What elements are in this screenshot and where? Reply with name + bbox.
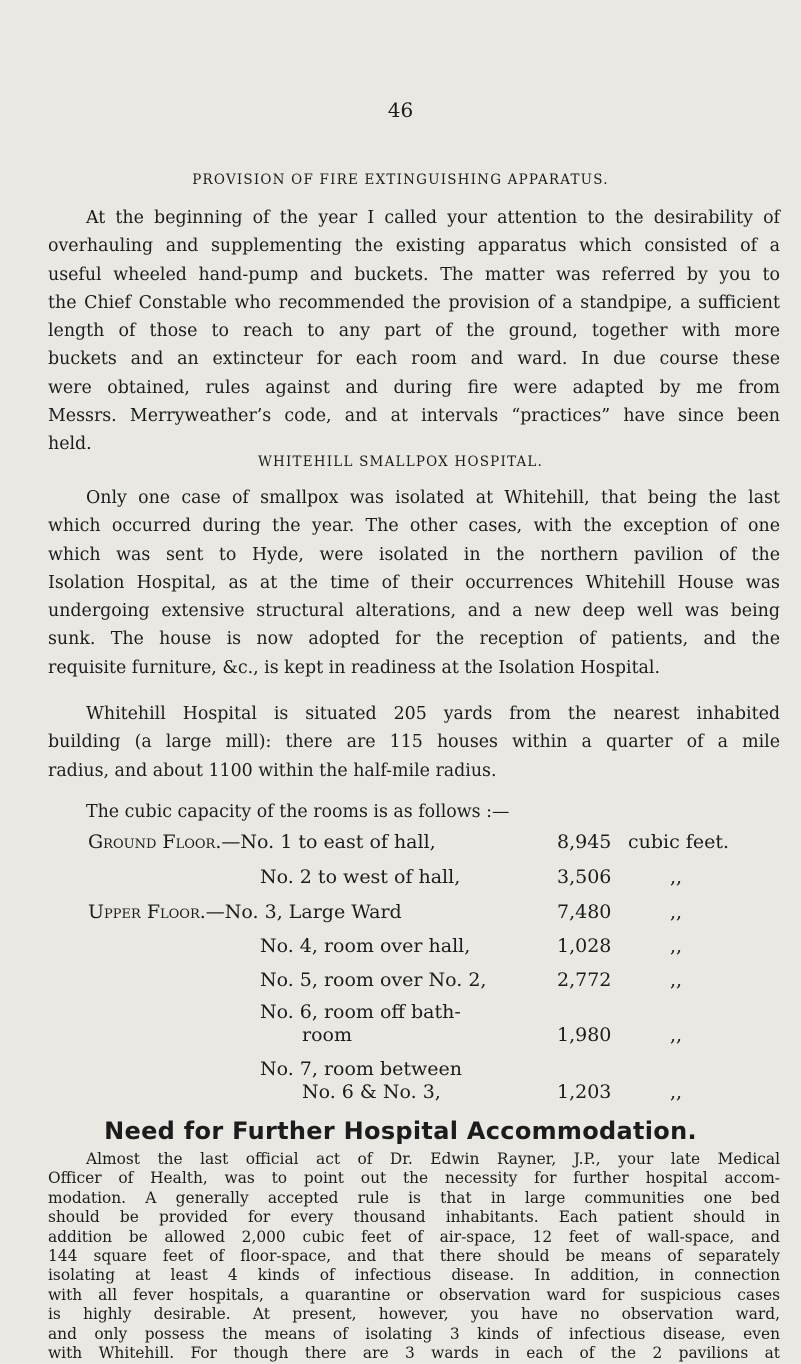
text-line: length of those to reach to any part of the ground, together with more xyxy=(48,321,780,342)
upper-floor-label: Upper Floor. xyxy=(88,901,206,923)
row-desc: No. 5, room over No. 2, xyxy=(260,969,487,991)
row-value: 3,506 xyxy=(557,866,612,888)
section-heading-whitehill: WHITEHILL SMALLPOX HOSPITAL. xyxy=(257,454,544,470)
text-line: Isolation Hospital, as at the time of their occurrences Whitehill House was xyxy=(48,572,780,593)
text-line: Officer of Health, was to point out the necessity for further hospital accom- xyxy=(48,1169,780,1188)
row-value: 1,028 xyxy=(557,935,612,957)
text-line: Almost the last official act of Dr. Edwin Rayner, J.P., your late Medical xyxy=(86,1150,780,1168)
row-desc: —No. 3, Large Ward xyxy=(205,901,402,923)
row-value: 1,980 xyxy=(557,1024,612,1046)
table-row xyxy=(88,901,402,923)
paragraph-whitehill-1 xyxy=(48,484,780,682)
section-heading-hospital-accommodation: Need for Further Hospital Accommodation. xyxy=(104,1117,697,1145)
paragraph-fire-apparatus xyxy=(48,204,780,459)
row-desc: No. 2 to west of hall, xyxy=(260,866,461,888)
text-line: buckets and an extincteur for each room and ward. In due course these xyxy=(48,349,780,370)
text-line: 144 square feet of floor-space, and that there should be means of separately xyxy=(48,1247,780,1266)
text-line: useful wheeled hand-pump and buckets. The matter was referred by you to xyxy=(48,264,780,285)
section-heading-fire-apparatus: PROVISION OF FIRE EXTINGUISHING APPARATUS. xyxy=(192,172,609,188)
row-unit: cubic feet. xyxy=(628,831,729,853)
row-unit: ,, xyxy=(670,901,683,923)
row-desc-continued: No. 6 & No. 3, xyxy=(302,1081,441,1103)
text-line: modation. A generally accepted rule is that in large communities one bed xyxy=(48,1188,780,1207)
row-unit: ,, xyxy=(670,866,683,888)
text-line: with Whitehill. For though there are 3 wards in each of the 2 pavilions at xyxy=(48,1344,780,1363)
ground-floor-label: Ground Floor. xyxy=(88,831,222,853)
row-desc-continued: room xyxy=(302,1024,352,1046)
text-line: which was sent to Hyde, were isolated in the northern pavilion of the xyxy=(48,544,780,565)
row-value: 7,480 xyxy=(557,901,612,923)
text-line: should be provided for every thousand inhabitants. Each patient should in xyxy=(48,1208,780,1227)
text-line: were obtained, rules against and during fire were adapted by me from xyxy=(48,377,780,398)
text-line: At the beginning of the year I called your attention to the desirability of xyxy=(86,208,780,228)
text-line: with all fever hospitals, a quarantine or observation ward for suspicious cases xyxy=(48,1285,780,1304)
page-number: 46 xyxy=(387,98,414,122)
row-unit: ,, xyxy=(670,1081,683,1103)
text-line: requisite furniture, &c., is kept in readiness at the Isolation Hospital. xyxy=(48,657,661,678)
row-value: 8,945 xyxy=(557,831,612,853)
text-line: radius, and about 1100 within the half-mile radius. xyxy=(48,760,497,781)
text-line: undergoing extensive structural alterations, and a new deep well was being xyxy=(48,601,780,622)
text-line: sunk. The house is now adopted for the reception of patients, and the xyxy=(48,629,780,650)
row-value: 1,203 xyxy=(557,1081,612,1103)
text-line: overhauling and supplementing the existing apparatus which consisted of a xyxy=(48,236,780,257)
text-line: Messrs. Merryweather’s code, and at intervals “practices” have since been xyxy=(48,406,780,427)
row-unit: ,, xyxy=(670,935,683,957)
row-desc: No. 4, room over hall, xyxy=(260,935,471,957)
table-row xyxy=(88,831,436,853)
row-desc: No. 6, room off bath- xyxy=(260,1001,461,1023)
paragraph-cubic-capacity xyxy=(48,798,780,826)
text-line: held. xyxy=(48,434,92,455)
text-line: and only possess the means of isolating 3 kinds of infectious disease, even xyxy=(48,1324,780,1343)
row-unit: ,, xyxy=(670,1024,683,1046)
paragraph-whitehill-2 xyxy=(48,700,780,785)
text-line: Only one case of smallpox was isolated at Whitehill, that being the last xyxy=(86,488,780,508)
text-line: the Chief Constable who recommended the provision of a standpipe, a sufficient xyxy=(48,292,780,313)
text-line: which occurred during the year. The other cases, with the exception of one xyxy=(48,516,780,537)
text-line: Whitehill Hospital is situated 205 yards from the nearest inhabited xyxy=(86,704,780,724)
paragraph-hospital-accommodation xyxy=(48,1150,780,1363)
text-line: isolating at least 4 kinds of infectious disease. In addition, in connection xyxy=(48,1266,780,1285)
text-line: The cubic capacity of the rooms is as follows :— xyxy=(86,802,510,822)
row-desc: No. 7, room between xyxy=(260,1058,463,1080)
text-line: is highly desirable. At present, however, you have no observation ward, xyxy=(48,1305,780,1324)
text-line: building (a large mill): there are 115 houses within a quarter of a mile xyxy=(48,732,780,753)
text-line: addition be allowed 2,000 cubic feet of air-space, 12 feet of wall-space, and xyxy=(48,1227,780,1246)
row-unit: ,, xyxy=(670,969,683,991)
row-value: 2,772 xyxy=(557,969,612,991)
row-desc: —No. 1 to east of hall, xyxy=(221,831,436,853)
